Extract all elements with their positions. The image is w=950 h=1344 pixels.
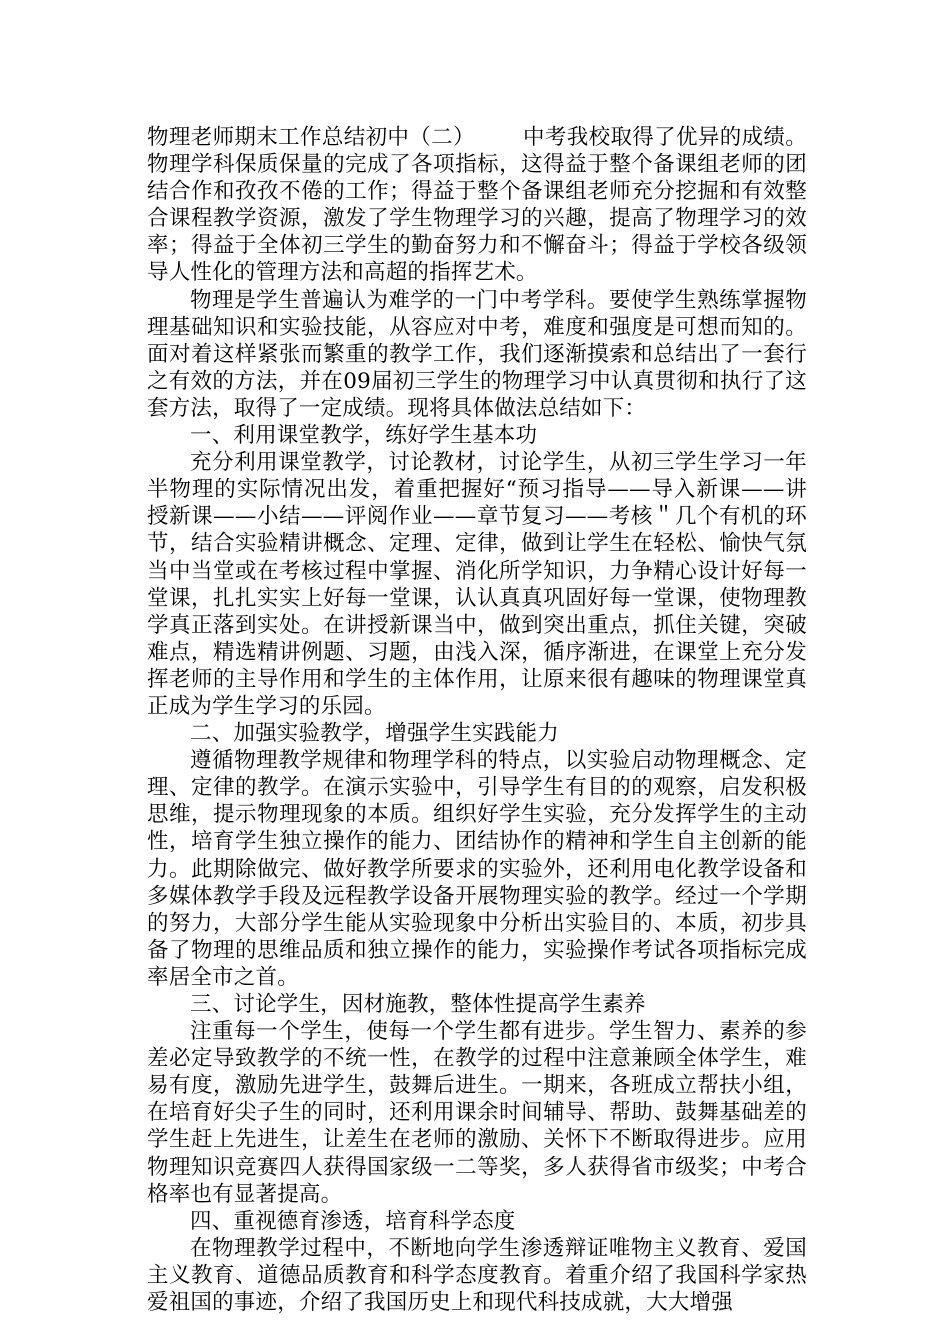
section-heading-3: 三、讨论学生，因材施教，整体性提高学生素养 [190, 992, 646, 1017]
section-body-1: 充分利用课堂教学，讨论教材，讨论学生，从初三学生学习一年半物理的实际情况出发，着重把握好“预习指导——导入新课——讲授新课——小结——评阅作业——章节复习——考核＂几个有机的环节，结合实验精讲概念、定理、定律，做到让学生在轻松、愉快气氛当中当堂或在考核过程中掌握、消化所学知识，力争精心设计好每一堂课，扎扎实实上好每一堂课，认认真真巩固好每一堂课，使物理教学真正落到实处。在讲授新课当中，做到突出重点，抓住关键，突破难点，精选精讲例题、习题，由浅入深，循序渐进，在课堂上充分发挥老师的主导作用和学生的主体作用，让原来很有趣味的物理课堂真正成为学生学习的乐园。 [147, 450, 807, 719]
section-heading-2: 二、加强实验教学，增强学生实践能力 [190, 721, 559, 747]
intro-paragraph [147, 124, 807, 287]
intro-text: 中考我校取得了优异的成绩。物理学科保质保量的完成了各项指标，这得益于整个备课组老师的团结合作和孜孜不倦的工作；得益于整个备课组老师充分挖掘和有效整合课程教学资源，激发了学生物理学习的兴趣，提高了物理学习的效率；得益于全体初三学生的勤奋努力和不懈奋斗；得益于学校各级领导人性化的管理方法和高超的指挥艺术。 [147, 125, 807, 286]
paragraph-overview: 物理是学生普遍认为难学的一门中考学科。要使学生熟练掌握物理基础知识和实验技能，从容应对中考，难度和强度是可想而知的。面对着这样紧张而繁重的教学工作，我们逐渐摸索和总结出了一套行之有效的方法，并在09届初三学生的物理学习中认真贯彻和执行了这套方法，取得了一定成绩。现将具体做法总结如下： [147, 287, 807, 421]
document-title: 物理老师期末工作总结初中（二） [147, 125, 475, 150]
section-body-2: 遵循物理教学规律和物理学科的特点，以实验启动物理概念、定理、定律的教学。在演示实验中，引导学生有目的的观察，启发积极思维，提示物理现象的本质。组织好学生实验，充分发挥学生的主动性，培育学生独立操作的能力、团结协作的精神和学生自主创新的能力。此期除做完、做好教学所要求的实验外，还利用电化教学设备和多媒体教学手段及远程教学设备开展物理实验的教学。经过一个学期的努力，大部分学生能从实验现象中分析出实验目的、本质，初步具备了物理的思维品质和独立操作的能力，实验操作考试各项指标完成率居全市之首。 [147, 748, 807, 990]
section-body-3: 注重每一个学生，使每一个学生都有进步。学生智力、素养的参差必定导致教学的不统一性，在教学的过程中注意兼顾全体学生，难易有度，激励先进学生，鼓舞后进生。一期来，各班成立帮扶小组，在培育好尖子生的同时，还利用课余时间辅导、帮助、鼓舞基础差的学生赶上先进生，让差生在老师的激励、关怀下不断取得进步。应用物理知识竞赛四人获得国家级一二等奖，多人获得省市级奖；中考合格率也有显著提高。 [147, 1019, 807, 1207]
section-heading-1: 一、利用课堂教学，练好学生基本功 [190, 423, 538, 449]
section-heading-4: 四、重视德育渗透，培育科学态度 [190, 1208, 516, 1234]
document-page [147, 124, 807, 1316]
section-body-4: 在物理教学过程中，不断地向学生渗透辩证唯物主义教育、爱国主义教育、道德品质教育和科学态度教育。着重介绍了我国科学家热爱祖国的事迹，介绍了我国历史上和现代科技成就，大大增强 [147, 1235, 807, 1316]
